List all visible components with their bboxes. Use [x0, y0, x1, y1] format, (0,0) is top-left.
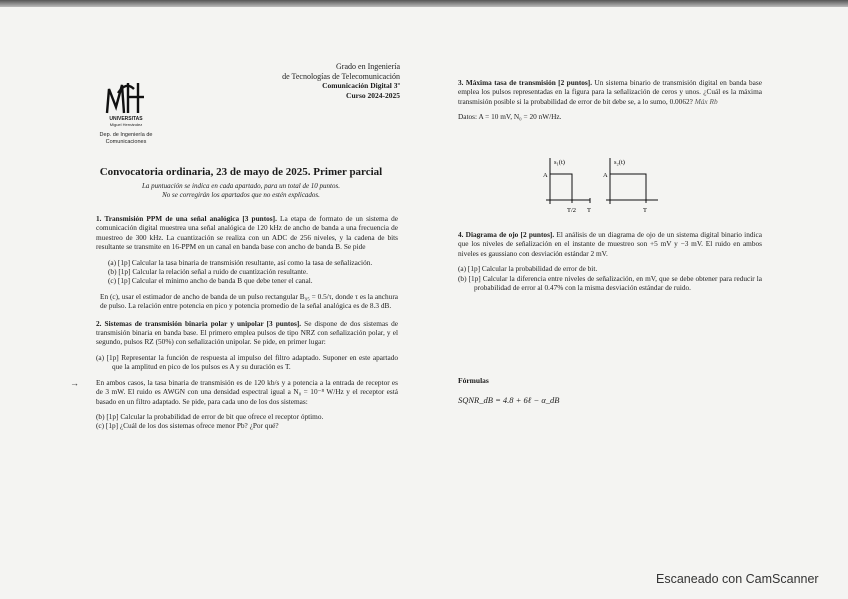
question-2-items: (b) [1p] Calcular la probabilidad de error de bit que ofrece el receptor óptimo. (c) [1p] ¿Cuál de los dos sistemas ofrece menor Pb? ¿Por qué? [96, 411, 324, 431]
question-4-items: (a) [1p] Calcular la probabilidad de error de bit. (b) [1p] Calcular la diferencia entre niveles de señalización, en mV, que se debe obtener para reducir la probabilidad de error al 0.47% con la misma desviación estándar de ruido. [458, 264, 762, 293]
question-2-body2: En ambos casos, la tasa binaria de transmisión es de 120 kb/s y a potencia a la entrada de receptor es de 3 mW. El ruido es AWGN con una densidad espectral igual a N₀ = 10⁻⁸ W/Hz y el receptor está basado en un filtro adaptado. Se pide, para cada uno de los dos sistemas: [96, 377, 398, 406]
question-2-item-a: (a) [1p] Representar la función de respuesta al impulso del filtro adaptado. Suponer en este apartado que la amplitud en pico de los pulsos es A y su duración es T. [96, 352, 398, 372]
question-4: 4. Diagrama de ojo [2 puntos]. El análisis de un diagrama de ojo de un sistema digital binario indica que los niveles de señalización en el instante de muestreo son +5 mV y −3 mV. El ruido en ambos niveles es gaussiano con desviación estándar 2 mV. (a) [1p] Calcular la probabilidad de error de bit. (b) [1p] Calcular la diferencia entre niveles de señalización, en mV, que se debe obtener para reducir la probabilidad de error al 0.47% con la misma desviación estándar de ruido. [458, 230, 762, 293]
question-1-extra: En (c), usar el estimador de ancho de banda de un pulso rectangular B₉₅ = 0.5/τ, donde τ es la anchura de pulso. La relación entre potencia en pico y potencia promedio de la señal analógica es de 8.3 dB. [100, 291, 398, 311]
course-header: Grado en Ingeniería de Tecnologías de Telecomunicación Comunicación Digital 3º Curso 2024-2025 [282, 62, 400, 100]
question-3-data: Datos: A = 10 mV, N₀ = 20 nW/Hz. [458, 112, 562, 122]
formulas-heading: Fórmulas [458, 376, 489, 385]
university-logo [104, 79, 148, 115]
s1-amplitude-label: A [543, 172, 548, 179]
scanner-watermark: Escaneado con CamScanner [656, 572, 819, 586]
handwritten-arrow-mark: → [70, 378, 79, 388]
s2-label: s₂(t) [614, 159, 625, 166]
exam-note: La puntuación se indica en cada apartado, para un total de 10 puntos. No se corregirán los apartados que no estén explicados. [142, 182, 340, 199]
s1-half-period-label: T/2 [567, 207, 577, 214]
left-column [96, 214, 398, 431]
handwritten-note: Máx Rb [694, 96, 718, 106]
s1-period-label: T [587, 207, 591, 214]
logo-university-name: UNIVERSITAS Miguel Hernández [109, 116, 143, 127]
question-2: 2. Sistemas de transmisión binaria polar y unipolar [3 puntos]. Se dispone de dos sistemas de transmisión binaria en banda base. El primero emplea pulsos de tipo NRZ con señalización polar, y el segundo, pulsos RZ (50%) con señalización unipolar. Se pide, en primer lugar: [96, 318, 398, 347]
question-3: 3. Máxima tasa de transmisión [2 puntos]. Un sistema binario de transmisión digital en banda base emplea los pulsos representadas en la figura para la señalización de ceros y unos. ¿Cuál es la máxima transmisión posible si la probabilidad de error de bit debe se, a lo sumo, 0.0062? Máx Rb Datos: A = 10 mV, N₀ = 20 nW/Hz. [458, 78, 762, 122]
exam-title: Convocatoria ordinaria, 23 de mayo de 2025. Primer parcial [99, 166, 383, 178]
sqnr-formula: SQNR_dB = 4.8 + 6ℓ − α_dB [458, 395, 560, 405]
s1-pulse [550, 174, 572, 200]
s2-period-label: T [643, 207, 647, 214]
s2-amplitude-label: A [603, 172, 608, 179]
question-1: 1. Transmisión PPM de una señal analógica [3 puntos]. La etapa de formato de un sistema de comunicación digital muestrea una señal analógica de 120 kHz de ancho de banda a una frecuencia de muestreo de 300 kHz. La cuantización se realiza con un ADC de 256 niveles, y la cadena de bits resultante se transmite en 16-PPM en un canal en banda base con ancho de banda B. Se pide [96, 214, 398, 252]
question-1-items: (a) [1p] Calcular la tasa binaria de transmisión resultante, así como la tasa de señalización. (b) [1p] Calcular la relación señal a ruido de cuantización resultante. (c) [1p] Calcular el mínimo ancho de banda B que debe tener el canal. [108, 257, 373, 286]
pulse-diagram [540, 156, 665, 218]
s2-pulse [610, 174, 646, 200]
s1-label: s₁(t) [554, 159, 565, 166]
department-name: Dep. de Ingeniería de Comunicaciones [99, 132, 153, 145]
scan-top-edge [0, 0, 848, 7]
